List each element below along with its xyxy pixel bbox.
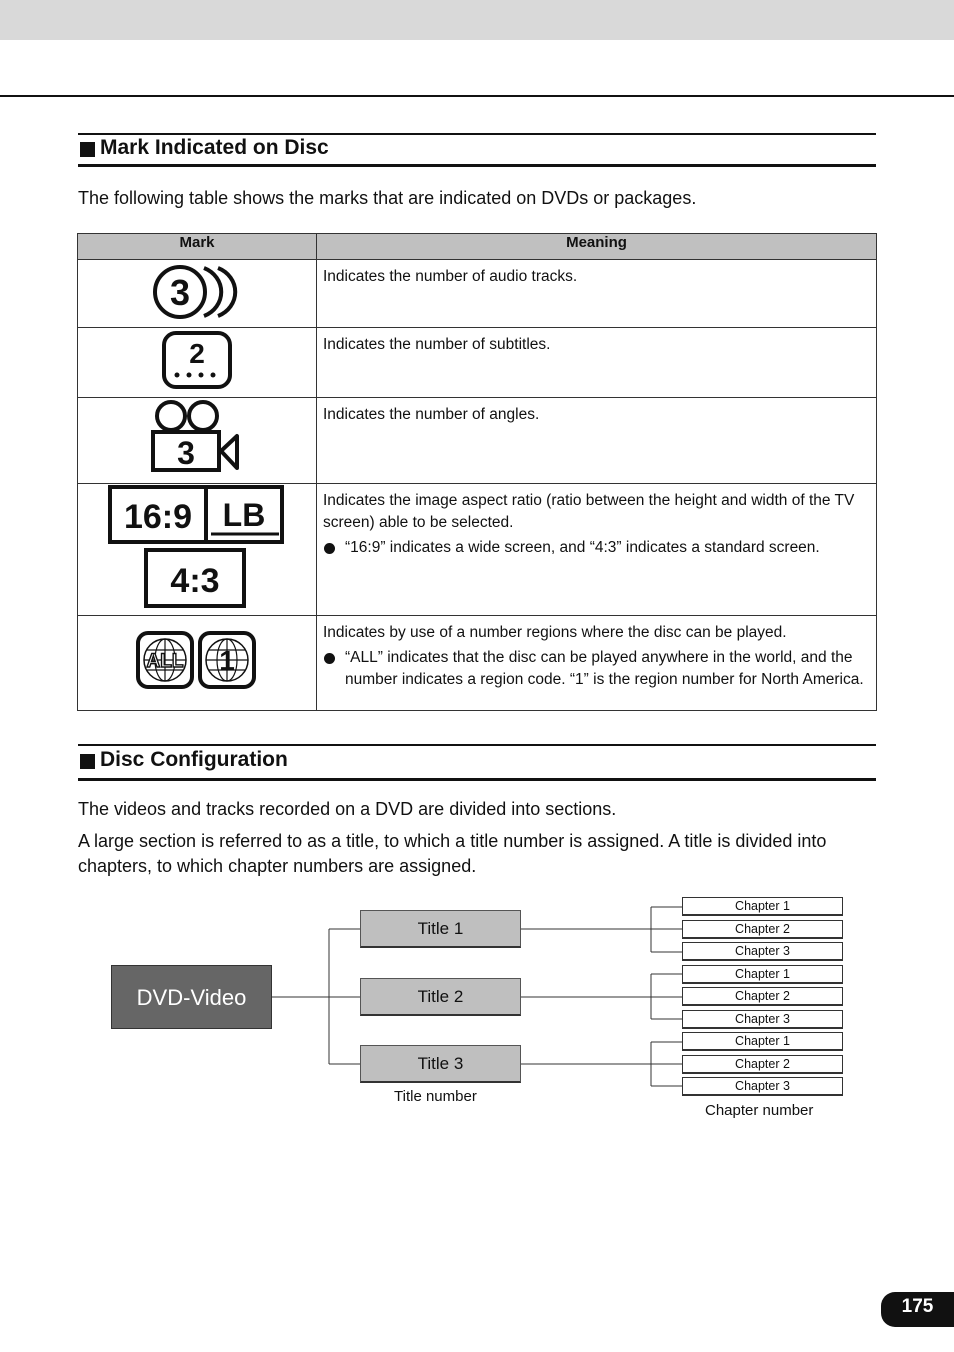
intro-paragraph: The following table shows the marks that are indicated on DVDs or packages.	[78, 188, 697, 208]
chapter-box: Chapter 1	[682, 965, 843, 984]
config-paragraph-2: A large section is referred to as a title, to which a title number is assigned. A title is divided into chapters, to which chapter numbers are assigned.	[78, 831, 827, 876]
column-header-meaning: Meaning	[317, 234, 877, 260]
subtitles-number: 2	[189, 338, 205, 369]
chapter-box: Chapter 1	[682, 897, 843, 916]
meaning-text: Indicates by use of a number regions where the disc can be played.	[323, 624, 787, 641]
section-title: Disc Configuration	[100, 748, 288, 771]
bullet-text: “16:9” indicates a wide screen, and “4:3” indicates a standard screen.	[345, 539, 820, 556]
chapter-box: Chapter 2	[682, 987, 843, 1006]
meaning-text: Indicates the number of audio tracks.	[323, 268, 578, 285]
meaning-text: Indicates the number of subtitles.	[323, 336, 551, 353]
aspect-lb-label: LB	[222, 497, 266, 533]
chapter-box: Chapter 3	[682, 1077, 843, 1096]
aspect-16-9-label: 16:9	[123, 498, 193, 536]
audio-tracks-number: 3	[169, 272, 191, 313]
region-all-label: ALL	[146, 650, 184, 672]
angles-number: 3	[177, 435, 195, 471]
dvd-video-box: DVD-Video	[111, 965, 272, 1029]
chapter-box: Chapter 3	[682, 942, 843, 961]
bullet-text: “ALL” indicates that the disc can be played anywhere in the world, and the number indicates a region code. “1” is the region number for North America.	[345, 649, 864, 688]
aspect-4-3-label: 4:3	[170, 562, 220, 600]
meaning-text: Indicates the number of angles.	[323, 406, 540, 423]
section-title: Mark Indicated on Disc	[100, 136, 329, 159]
region-1-label: 1	[219, 644, 235, 676]
chapter-number-label: Chapter number	[705, 1102, 814, 1119]
title-2-box: Title 2	[360, 978, 521, 1016]
title-number-label: Title number	[394, 1088, 477, 1105]
chapter-box: Chapter 2	[682, 1055, 843, 1074]
chapter-box: Chapter 1	[682, 1032, 843, 1051]
title-3-box: Title 3	[360, 1045, 521, 1083]
config-paragraph-1: The videos and tracks recorded on a DVD are divided into sections.	[78, 799, 617, 819]
title-1-box: Title 1	[360, 910, 521, 948]
chapter-box: Chapter 2	[682, 920, 843, 939]
meaning-text: Indicates the image aspect ratio (ratio between the height and width of the TV screen) able to be selected.	[323, 492, 855, 531]
chapter-box: Chapter 3	[682, 1010, 843, 1029]
page-number: 175	[881, 1292, 954, 1327]
column-header-mark: Mark	[78, 234, 317, 260]
